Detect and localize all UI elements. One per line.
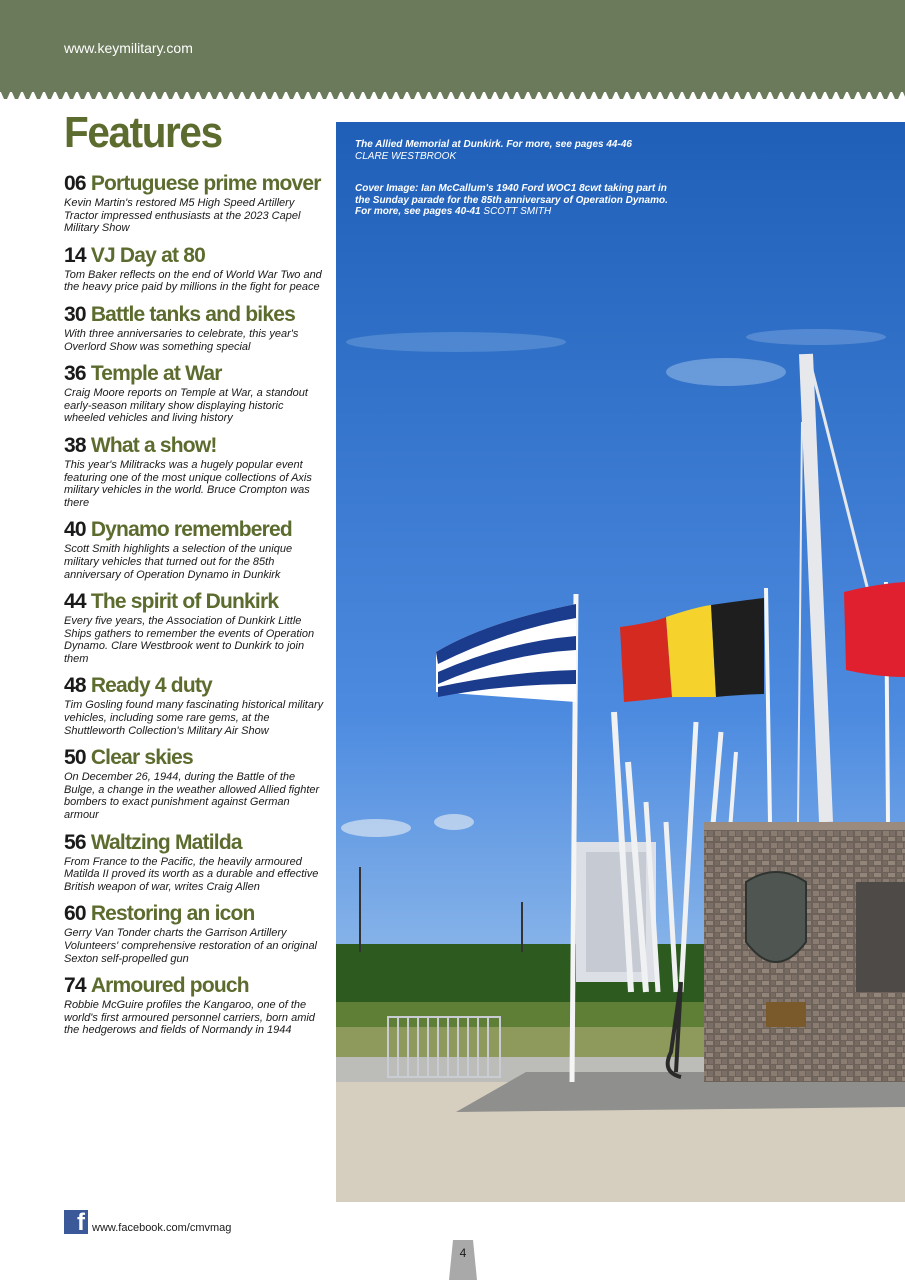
page-number: 06 <box>64 172 86 195</box>
feature-description: Kevin Martin's restored M5 High Speed Artillery Tractor impressed enthusiasts at the 2023 Capel Military Show <box>64 197 301 235</box>
feature-description: Scott Smith highlights a selection of the unique military vehicles that turned out for the 85th anniversary of Operation Dynamo in Dunkirk <box>64 543 293 581</box>
feature-title: Battle tanks and bikes <box>90 302 295 326</box>
feature-title: VJ Day at 80 <box>90 243 205 267</box>
feature-title: Portuguese prime mover <box>90 172 321 195</box>
page-number: 60 <box>64 902 86 926</box>
feature-description: Tom Baker reflects on the end of World War Two and the heavy price paid by millions in the fight for peace <box>64 268 322 294</box>
header-bar <box>0 0 905 92</box>
cover-caption-text: Cover Image: Ian McCallum's 1940 Ford WOC1 8cwt taking part in the Sunday parade for the 85th anniversary of Operation Dynamo. For more, see pages 40-41 <box>355 183 668 217</box>
feature-item[interactable] <box>64 674 324 737</box>
feature-item[interactable] <box>64 590 324 665</box>
page-number: 40 <box>64 518 86 542</box>
feature-item[interactable] <box>64 746 324 821</box>
feature-description: Every five years, the Association of Dunkirk Little Ships gathers to remember the events of Operation Dynamo. Clare Westbrook went to Dunkirk to join them <box>64 615 315 665</box>
site-url[interactable]: www.keymilitary.com <box>64 40 193 56</box>
feature-item[interactable] <box>64 362 324 425</box>
cover-credit: SCOTT SMITH <box>483 206 552 217</box>
feature-title: Armoured pouch <box>90 974 249 998</box>
feature-item[interactable] <box>64 172 324 235</box>
page-number: 44 <box>64 590 86 614</box>
feature-description: Robbie McGuire profiles the Kangaroo, one of the world's first armoured personnel carriers, born amid the hedgerows and fields of Normandy in 1944 <box>64 999 315 1037</box>
feature-title: Clear skies <box>90 746 193 770</box>
page-number: 50 <box>64 746 86 770</box>
feature-item[interactable] <box>64 902 324 965</box>
photo-caption <box>355 139 675 162</box>
feature-title: Dynamo remembered <box>90 518 292 542</box>
feature-description: Gerry Van Tonder charts the Garrison Artillery Volunteers' comprehensive restoration of an original Sexton self-propelled gun <box>64 927 317 965</box>
features-list <box>64 172 324 1046</box>
perforated-edge <box>0 90 905 104</box>
memorial-credit: CLARE WESTBROOK <box>355 150 457 162</box>
dunkirk-memorial-image <box>336 122 905 1202</box>
feature-description: This year's Militracks was a hugely popular event featuring one of the most unique collections of Axis military vehicles in the world. Bruce Crompton was there <box>64 458 312 509</box>
page-number: 74 <box>64 974 86 998</box>
memorial-photo <box>336 122 905 1202</box>
feature-title: Waltzing Matilda <box>90 830 242 854</box>
feature-title: Ready 4 duty <box>90 674 212 698</box>
page-number: 48 <box>64 674 86 698</box>
facebook-link[interactable] <box>64 1210 231 1234</box>
page-number: 30 <box>64 302 86 326</box>
page-number: 56 <box>64 830 86 854</box>
feature-item[interactable] <box>64 974 324 1037</box>
feature-item[interactable] <box>64 303 324 353</box>
memorial-caption: The Allied Memorial at Dunkirk. For more, see pages 44-46 <box>355 139 632 150</box>
feature-title: Temple at War <box>90 362 222 386</box>
cover-caption <box>355 183 675 218</box>
feature-item[interactable] <box>64 244 324 294</box>
facebook-icon: f <box>64 1210 88 1234</box>
page-number: 14 <box>64 243 86 267</box>
feature-title: What a show! <box>90 433 217 457</box>
facebook-url: www.facebook.com/cmvmag <box>92 1222 232 1234</box>
feature-description: With three anniversaries to celebrate, this year's Overlord Show was something special <box>64 327 299 353</box>
feature-description: Craig Moore reports on Temple at War, a standout early-season military show displaying historic wheeled vehicles and living history <box>64 387 308 425</box>
feature-description: Tim Gosling found many fascinating historical military vehicles, including some rare gems, at the Shuttleworth Collection's Military Air Show <box>64 699 324 737</box>
feature-item[interactable] <box>64 434 324 509</box>
page-number-label: 4 <box>459 1246 467 1260</box>
page-title: Features <box>64 108 222 157</box>
page-number: 36 <box>64 362 86 386</box>
feature-title: Restoring an icon <box>90 902 255 926</box>
page-number: 38 <box>64 433 86 457</box>
feature-description: On December 26, 1944, during the Battle of the Bulge, a change in the weather allowed Allied fighter bombers to exact punishment against German armour <box>64 771 320 822</box>
feature-title: The spirit of Dunkirk <box>90 590 279 614</box>
feature-description: From France to the Pacific, the heavily armoured Matilda II proved its worth as a durable and effective British weapon of war, writes Craig Allen <box>64 855 319 893</box>
feature-item[interactable] <box>64 518 324 581</box>
feature-item[interactable] <box>64 831 324 894</box>
